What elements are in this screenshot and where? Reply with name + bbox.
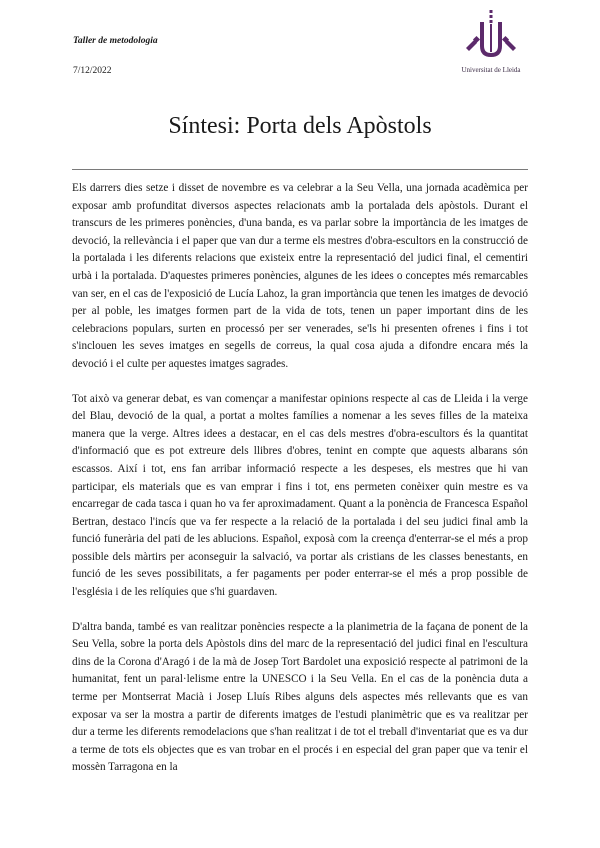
document-body — [72, 180, 528, 794]
university-name: Universitat de Lleida — [461, 66, 521, 74]
body-paragraph-1: Els darrers dies setze i disset de novembre es va celebrar a la Seu Vella, una jornada acadèmica per exposar amb profunditat diversos aspectes relacionats amb la portalada dels apòstols. Durant el transcurs de les primeres ponències, d'una banda, es va parlar sobre la importància de les imatges de devoció, la rellevància i el paper que van dur a terme els mestres d'obra-escultors en la construcció de la portalada i les diferents relacions que existeix entre la representació del judici final, el cementiri urbà i la portalada. D'aquestes primeres ponències, algunes de les idees o conceptes més remarcables van ser, en el cas de l'exposició de Lucía Lahoz, la gran importància que tenen les imatges de devoció per al poble, les imatges formen part de la vida de tots, tenen un paper important dins de les celebracions populars, surten en processó per ser venerades, se'ls hi presenten ofrenes i fins i tot s'inclouen les seves imatges en segells de correus, la qual cosa ajuda a difondre encara més la devoció i el culte per aquestes imatges sagrades. — [72, 182, 528, 370]
body-paragraph-3: D'altra banda, també es van realitzar ponències respecte a la planimetria de la façana de ponent de la Seu Vella, sobre la porta dels Apòstols dins del marc de la representació del judici final en l'escultura dins de la Corona d'Aragó i de la mà de Josep Tort Bardolet una exposició respecte al patrimoni de la humanitat, fent un paral·lelisme entre la UNESCO i la Seu Vella. En el cas de la ponència duta a terme per Montserrat Macià i Josep Lluís Ribes alguns dels aspectes més rellevants que es van exposar va ser la mostra a partir de diferents imatges de l'estudi planimètric que es va realitzar per dur a terme les diferents remodelacions que s'han realitzat i de tot el treball d'inventariat que es va dur a terme de tots els objectes que es van trobar en el procés i en especial del gran paper que va tenir el mossèn Tarragona en la — [72, 620, 528, 774]
university-logo — [450, 8, 532, 78]
document-date: 7/12/2022 — [73, 66, 112, 76]
body-paragraph-2: Tot això va generar debat, es van començar a manifestar opinions respecte al cas de Lleida i la verge del Blau, devoció de la qual, a portat a moltes famílies a nomenar a les seves filles de la mateixa manera que la verge. Altres idees a destacar, en el cas dels mestres d'obra-escultors és la quantitat d'informació que es pot extreure dels llibres d'obres, tenint en compte que aquests albarans són escassos. Així i tot, ens fan arribar informació respecte a les despeses, els mestres que hi van participar, els materials que es van emprar i fins i tot, ens permeten conèixer quin mestre es va encarregar de cada tasca i quan ho va fer aproximadament. Quant a la ponència de Francesca Español Bertran, destaco l'incís que va fer respecte a la relació de la portalada i del seu judici final amb la funció funerària del pati de les ablucions. Español, exposà com la creença d'enterrar-se el més a prop possible dels màrtirs per aconseguir la salvació, va portar als cristians de les classes benestants, en funció de les seves possibilitats, a fer pagaments per poder enterrar-se el més a prop possible de l'església i de les relíquies que s'hi guardaven. — [72, 392, 528, 599]
page-title: Síntesi: Porta dels Apòstols — [168, 113, 432, 139]
title-divider — [72, 169, 528, 170]
course-name: Taller de metodologia — [73, 36, 158, 46]
university-emblem-icon — [463, 8, 519, 64]
